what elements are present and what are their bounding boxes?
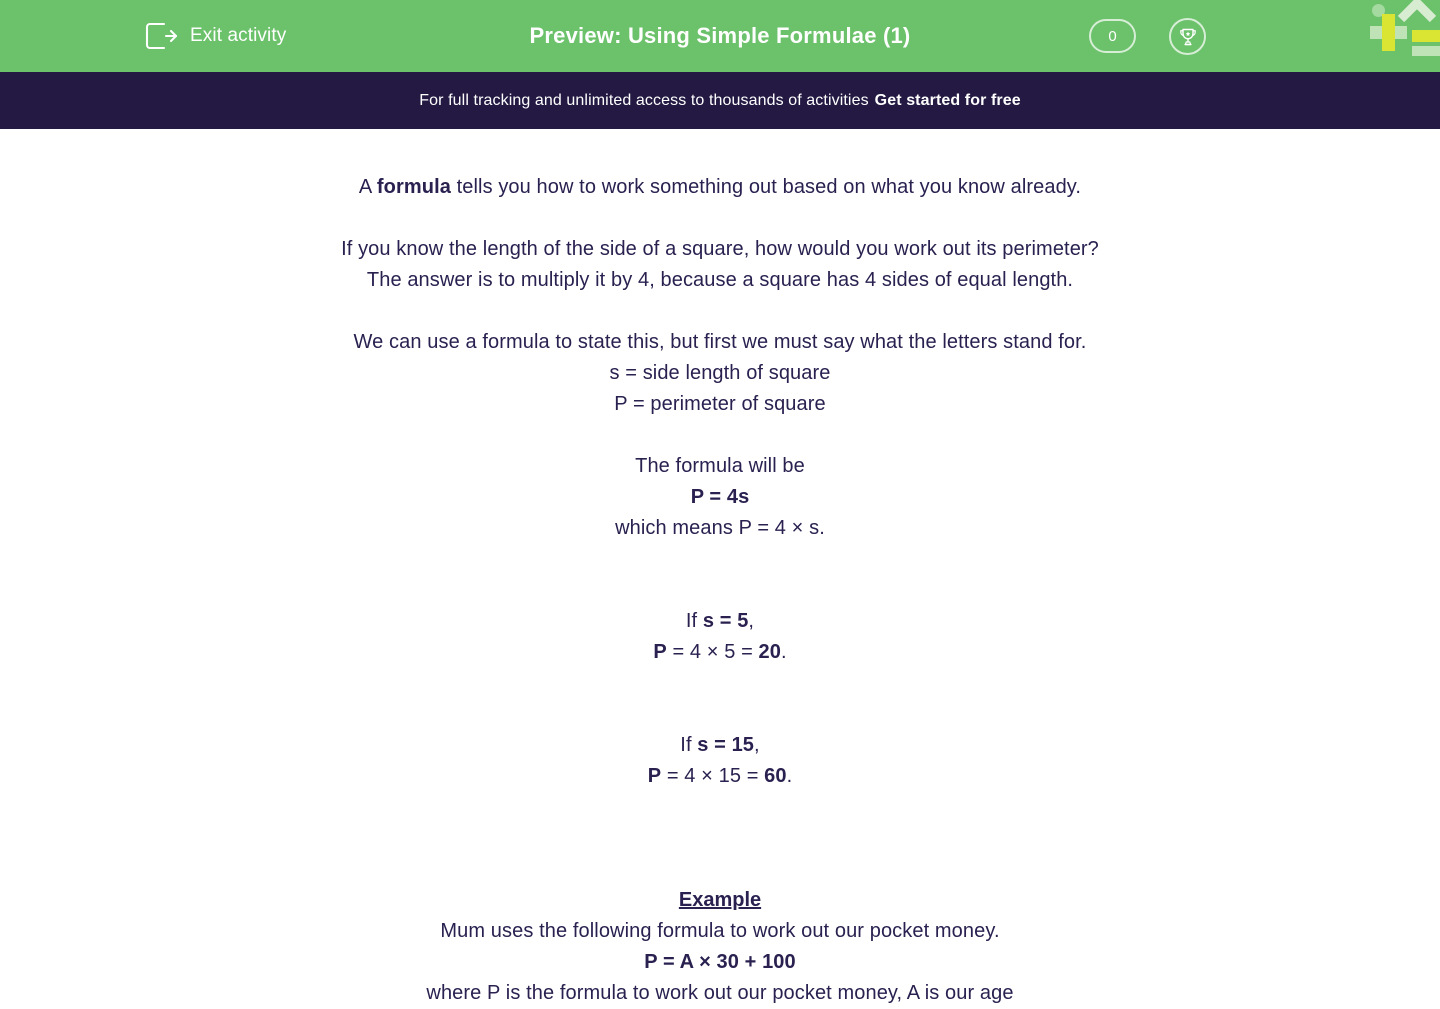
intro-prefix: A bbox=[358, 176, 377, 198]
example2-condition bbox=[0, 730, 1440, 761]
example2-calc-middle: = 4 × 15 = bbox=[661, 765, 765, 787]
intro-bold-term: formula bbox=[376, 176, 451, 198]
main-formula: P = 4s bbox=[690, 486, 750, 508]
example1-calc-result: 20 bbox=[758, 641, 781, 663]
definition-s: s = side length of square bbox=[609, 362, 831, 384]
brand-plus-vertical-icon bbox=[1382, 14, 1395, 51]
get-started-link[interactable]: Get started for free bbox=[874, 91, 1021, 109]
brand-bar-light-icon bbox=[1412, 46, 1440, 56]
spacer bbox=[0, 668, 1440, 730]
definition-p: P = perimeter of square bbox=[614, 393, 826, 415]
formula-expanded: which means P = 4 × s. bbox=[615, 517, 825, 539]
example1-calc-middle: = 4 × 5 = bbox=[666, 641, 759, 663]
example1-if-prefix: If bbox=[685, 610, 703, 632]
example-heading: Example bbox=[678, 889, 762, 911]
question-line: If you know the length of the side of a square, how would you work out its perimeter? bbox=[341, 238, 1099, 260]
example2-calc-end: . bbox=[786, 765, 793, 787]
example1-condition bbox=[0, 606, 1440, 637]
intro-paragraph bbox=[0, 172, 1440, 203]
example1-calc-end: . bbox=[780, 641, 787, 663]
exit-activity-button[interactable] bbox=[144, 0, 286, 72]
answer-line: The answer is to multiply it by 4, because a square has 4 sides of equal length. bbox=[366, 269, 1074, 291]
example2-if-prefix: If bbox=[680, 734, 698, 756]
brand-plus-center-icon bbox=[1382, 26, 1395, 39]
example-description: Mum uses the following formula to work out our pocket money. bbox=[440, 920, 1000, 942]
exit-door-arrow-icon bbox=[144, 21, 178, 51]
example1-calc-p: P bbox=[653, 641, 667, 663]
example1-if-value: s = 5 bbox=[702, 610, 749, 632]
intro-suffix: tells you how to work something out based on what you know already. bbox=[450, 176, 1082, 198]
trophy-button[interactable] bbox=[1169, 18, 1206, 55]
brand-mark-decoration bbox=[1360, 0, 1440, 56]
spacer bbox=[0, 544, 1440, 606]
exit-activity-label: Exit activity bbox=[190, 25, 287, 46]
example-formula: P = A × 30 + 100 bbox=[644, 951, 796, 973]
promo-message: For full tracking and unlimited access to thousands of activities bbox=[419, 91, 869, 109]
formula-intro: The formula will be bbox=[635, 455, 805, 477]
page-title: Preview: Using Simple Formulae (1) bbox=[529, 23, 911, 48]
example1-if-suffix: , bbox=[748, 610, 755, 632]
brand-bar-yellow-icon bbox=[1412, 30, 1440, 42]
example2-calc-result: 60 bbox=[764, 765, 787, 787]
brand-chevron-icon bbox=[1400, 0, 1434, 20]
example2-calculation bbox=[0, 761, 1440, 792]
example2-if-value: s = 15 bbox=[697, 734, 755, 756]
spacer bbox=[0, 854, 1440, 885]
example1-calculation bbox=[0, 637, 1440, 668]
spacer bbox=[0, 203, 1440, 234]
spacer bbox=[0, 296, 1440, 327]
trophy-icon bbox=[1178, 27, 1198, 47]
example2-if-suffix: , bbox=[754, 734, 760, 756]
letters-explanation: We can use a formula to state this, but first we must say what the letters stand for. bbox=[353, 331, 1087, 353]
spacer bbox=[0, 792, 1440, 854]
score-value: 0 bbox=[1108, 27, 1117, 45]
brand-dot-icon bbox=[1372, 4, 1385, 17]
spacer bbox=[0, 420, 1440, 451]
promo-banner bbox=[0, 72, 1440, 129]
example2-calc-p: P bbox=[647, 765, 662, 787]
app-header bbox=[0, 0, 1440, 72]
example-where-clause: where P is the formula to work out our pocket money, A is our age bbox=[426, 982, 1014, 1004]
brand-plus-horizontal-icon bbox=[1370, 26, 1407, 39]
lesson-content bbox=[0, 129, 1440, 1004]
score-badge[interactable] bbox=[1089, 19, 1136, 53]
